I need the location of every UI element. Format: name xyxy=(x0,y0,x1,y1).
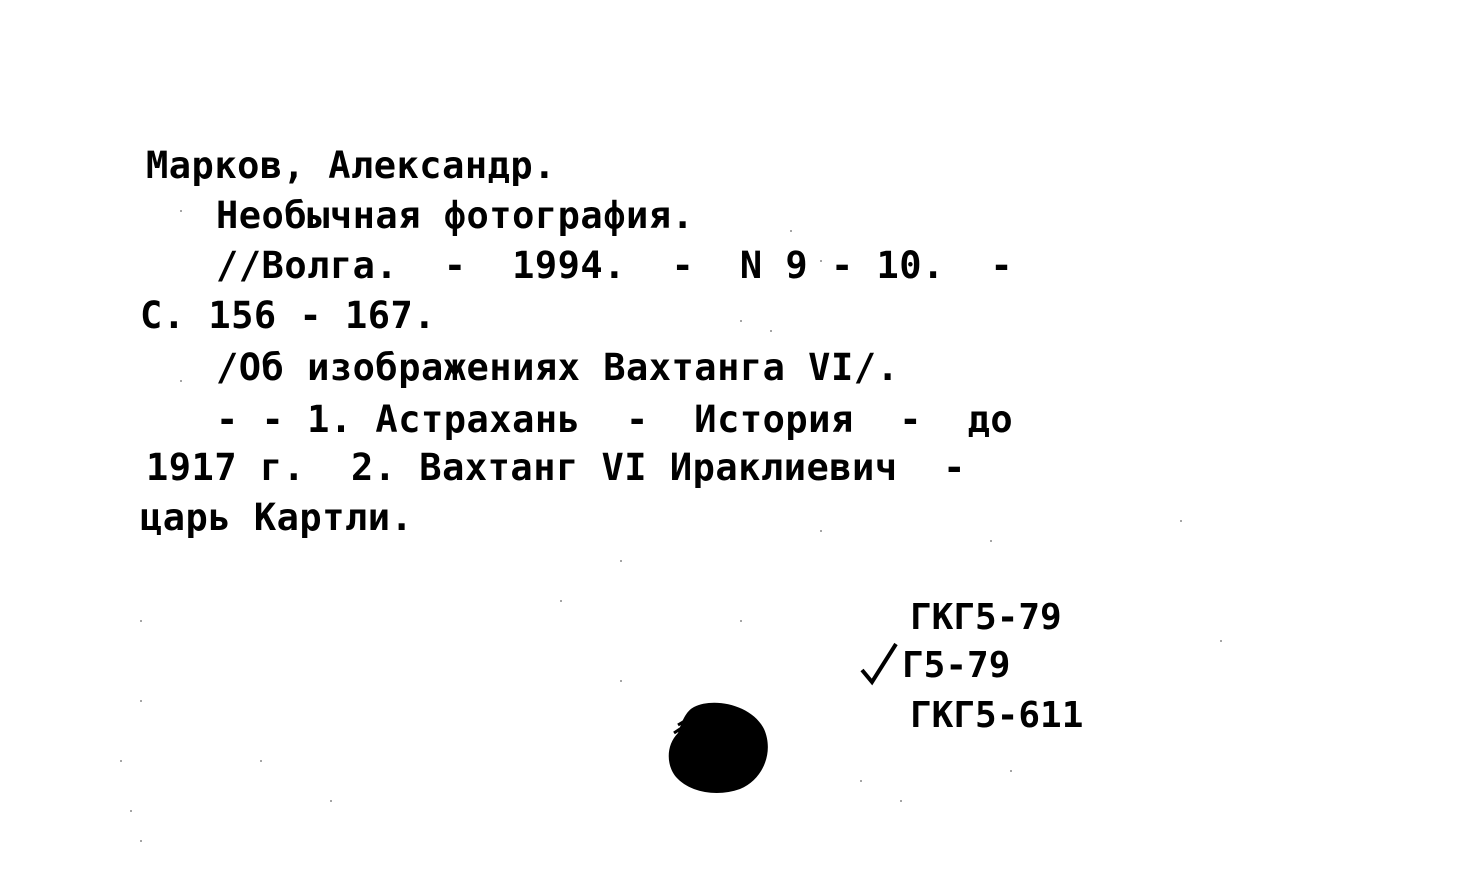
subject-line-3: царь Картли. xyxy=(140,496,414,539)
title-line: Необычная фотография. xyxy=(216,194,695,237)
annotation-line: /Об изображениях Вахтанга VI/. xyxy=(216,346,900,389)
shelf-code-3: ГКГ5-611 xyxy=(910,695,1084,736)
source-line-2: С. 156 - 167. xyxy=(140,294,437,337)
source-line-1: //Волга. - 1994. - N 9 - 10. - xyxy=(216,244,1014,287)
subject-line-2: 1917 г. 2. Вахтанг VI Ираклиевич - xyxy=(146,446,966,489)
subject-line-1: - - 1. Астрахань - История - до xyxy=(216,398,1014,441)
shelf-code-1: ГКГ5-79 xyxy=(910,597,1062,638)
shelf-code-2: Г5-79 xyxy=(902,645,1011,686)
punch-hole-icon xyxy=(664,699,770,795)
checkmark-icon xyxy=(858,640,900,688)
author-line: Марков, Александр. xyxy=(146,144,556,187)
